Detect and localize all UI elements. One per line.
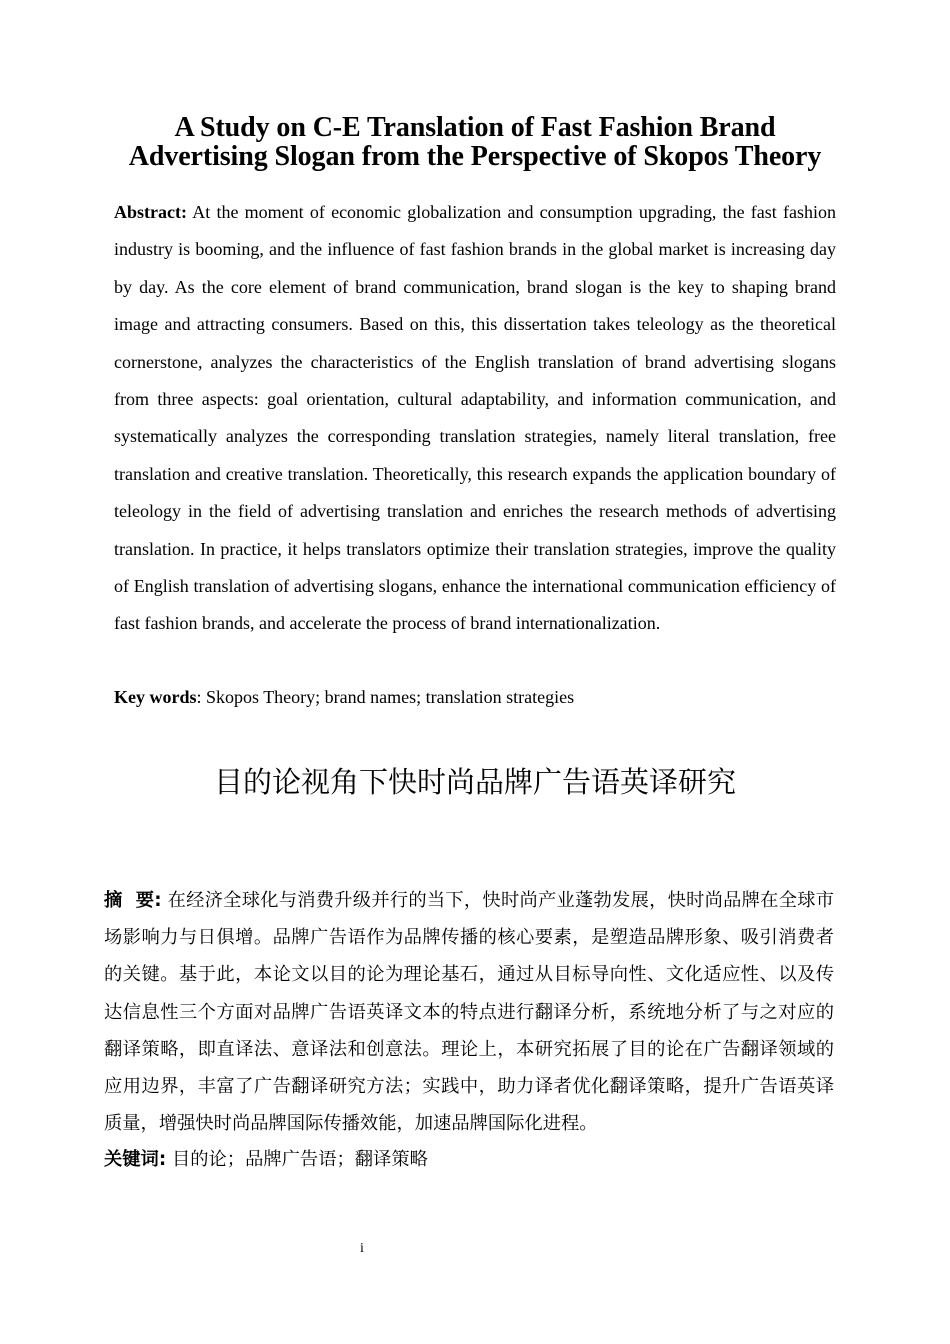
english-title-line-2: Advertising Slogan from the Perspective of Skopos Theory [128,141,822,172]
chinese-keywords-text: 目的论；品牌广告语；翻译策略 [171,1149,428,1170]
chinese-abstract-label: 摘 要: [104,890,162,911]
chinese-keywords [104,1145,834,1175]
chinese-abstract [104,882,834,1142]
chinese-title: 目的论视角下快时尚品牌广告语英译研究 [213,765,736,799]
page-number: i [360,1241,364,1256]
english-title [100,113,850,171]
english-keywords [114,683,836,711]
english-abstract-label: Abstract: [114,202,187,222]
english-abstract [114,194,836,643]
english-abstract-text: At the moment of economic globalization and consumption upgrading, the fast fashion industry is booming, and the influence of fast fashion brands in the global market is increasing day by day. As the core element of brand communication, brand slogan is the key to shaping brand image and attracting consumers. Based on this, this dissertation takes teleology as the theoretical cornerstone, analyzes the characteristics of the English translation of brand advertising slogans from three aspects: goal orientation, cultural adaptability, and information communication, and systematically analyzes the corresponding translation strategies, namely literal translation, free translation and creative translation. Theoretically, this research expands the application boundary of teleology in the field of advertising translation and enriches the research methods of advertising translation. In practice, it helps translators optimize their translation strategies, improve the quality of English translation of advertising slogans, enhance the international communication efficiency of fast fashion brands, and accelerate the process of brand internationalization. [114,202,836,634]
chinese-abstract-text: 在经济全球化与消费升级并行的当下，快时尚产业蓬勃发展，快时尚品牌在全球市场影响力与日俱增。品牌广告语作为品牌传播的核心要素，是塑造品牌形象、吸引消费者的关键。基于此，本论文以目的论为理论基石，通过从目标导向性、文化适应性、以及传达信息性三个方面对品牌广告语英译文本的特点进行翻译分析，系统地分析了与之对应的翻译策略，即直译法、意译法和创意法。理论上，本研究拓展了目的论在广告翻译领域的应用边界，丰富了广告翻译研究方法；实践中，助力译者优化翻译策略，提升广告语英译质量，增强快时尚品牌国际传播效能，加速品牌国际化进程。 [104,890,835,1135]
english-keywords-label: Key words [114,687,197,707]
chinese-keywords-label: 关键词: [104,1149,167,1170]
english-title-line-1: A Study on C-E Translation of Fast Fashion Brand [174,112,776,143]
english-keywords-text: : Skopos Theory; brand names; translation strategies [196,687,575,707]
